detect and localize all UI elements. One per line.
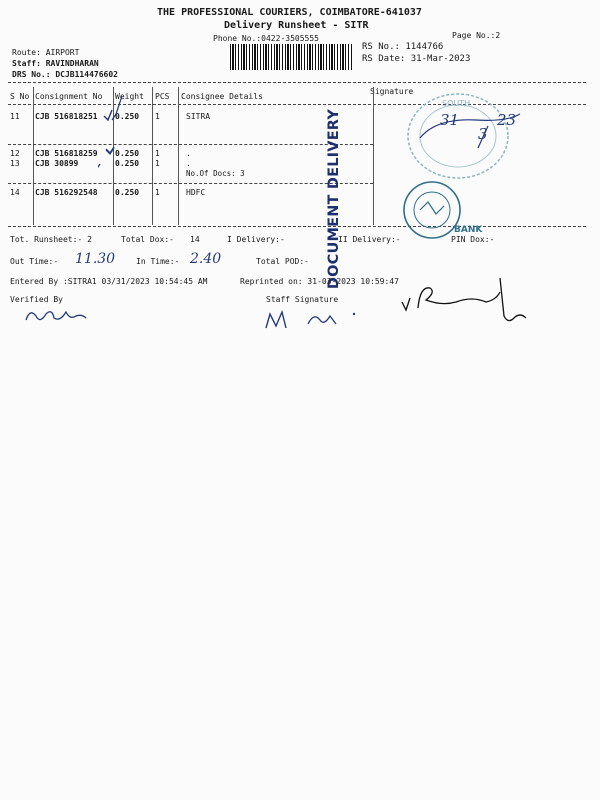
row-details: SITRA xyxy=(186,112,211,121)
date-ink-day: 31 xyxy=(440,111,460,129)
rs-number: RS No.: 1144766 xyxy=(362,42,444,52)
phone-number: Phone No.:0422-3505555 xyxy=(213,34,319,43)
in-time-value: 2.40 xyxy=(190,251,222,267)
row-weight: 0.250 xyxy=(115,188,140,197)
out-time-label: Out Time:- xyxy=(10,257,59,266)
docs-count: No.Of Docs: 3 xyxy=(186,169,245,178)
pin-dox-label: PIN Dox:- xyxy=(451,235,495,244)
verified-by-label: Verified By xyxy=(10,295,63,304)
row-consignment: CJB 516818251 xyxy=(35,112,98,121)
row-details: . xyxy=(186,149,191,158)
entered-by: Entered By :SITRA1 03/31/2023 10:54:45 AM xyxy=(10,277,208,286)
col-line xyxy=(178,87,179,225)
ii-delivery-label: II Delivery:- xyxy=(338,235,401,244)
date-ink-month: 3 xyxy=(478,125,488,143)
col-header-consignment: Consignment No xyxy=(35,92,103,101)
col-line xyxy=(33,87,34,225)
col-header-sno: S No xyxy=(10,92,30,101)
bank-seal-icon xyxy=(398,180,490,240)
col-header-signature: Signature xyxy=(370,87,414,96)
col-line xyxy=(152,87,153,225)
company-title: THE PROFESSIONAL COURIERS, COIMBATORE-641037 xyxy=(157,7,422,18)
tick-marks-icon xyxy=(98,92,138,182)
row-details: HDFC xyxy=(186,188,206,197)
route-label: Route: AIRPORT xyxy=(12,48,80,57)
total-pod-label: Total POD:- xyxy=(256,257,309,266)
col-header-weight: Weight xyxy=(115,92,144,101)
row-weight: 0.250 xyxy=(115,112,140,121)
total-dox-label: Total Dox:- xyxy=(121,235,174,244)
runsheet-title: Delivery Runsheet - SITR xyxy=(224,20,369,31)
reprinted-on: Reprinted on: 31-03-2023 10:59:47 xyxy=(240,277,399,286)
staff-label: Staff: RAVINDHARAN xyxy=(12,59,99,68)
staff-signature-label: Staff Signature xyxy=(266,295,339,304)
total-dox-value: 14 xyxy=(190,235,200,244)
document-delivery-stamp: DOCUMENT DELIVERY xyxy=(326,108,343,290)
in-time-label: In Time:- xyxy=(136,257,180,266)
i-delivery-label: I Delivery:- xyxy=(227,235,285,244)
page-number: Page No.:2 xyxy=(452,31,501,40)
row-pcs: 1 xyxy=(155,149,160,158)
svg-text:SOUTH: SOUTH xyxy=(442,99,471,108)
row-weight: 0.250 xyxy=(115,159,140,168)
row-weight: 0.250 xyxy=(115,149,140,158)
col-header-details: Consignee Details xyxy=(181,92,263,101)
row-pcs: 1 xyxy=(155,112,160,121)
row-consignment: CJB 30899 xyxy=(35,159,79,168)
total-runsheet: Tot. Runsheet:- 2 xyxy=(10,235,92,244)
col-header-pcs: PCS xyxy=(155,92,170,101)
svg-text:BANK: BANK xyxy=(454,225,483,235)
divider-top xyxy=(8,82,586,83)
date-ink-year: 23 xyxy=(497,111,517,129)
row-sno: 11 xyxy=(10,112,20,121)
row-pcs: 1 xyxy=(155,188,160,197)
divider-table-bottom xyxy=(8,226,586,227)
date-ink-strokes-icon xyxy=(416,108,526,158)
row-sno: 13 xyxy=(10,159,20,168)
receiver-signature-icon xyxy=(396,272,532,330)
col-line xyxy=(373,87,374,225)
barcode xyxy=(230,44,352,70)
row-pcs: 1 xyxy=(155,159,160,168)
row-sno: 14 xyxy=(10,188,20,197)
row-sno: 12 xyxy=(10,149,20,158)
row-consignment: CJB 516292548 xyxy=(35,188,98,197)
out-time-value: 11.30 xyxy=(75,251,116,267)
verified-signature-icon xyxy=(22,304,92,328)
row-consignment: CJB 516818259 xyxy=(35,149,98,158)
drs-number: DRS No.: DCJB114476602 xyxy=(12,70,118,79)
row-details: . xyxy=(186,159,191,168)
rs-date: RS Date: 31-Mar-2023 xyxy=(362,54,471,64)
staff-signature-icon xyxy=(262,306,372,332)
